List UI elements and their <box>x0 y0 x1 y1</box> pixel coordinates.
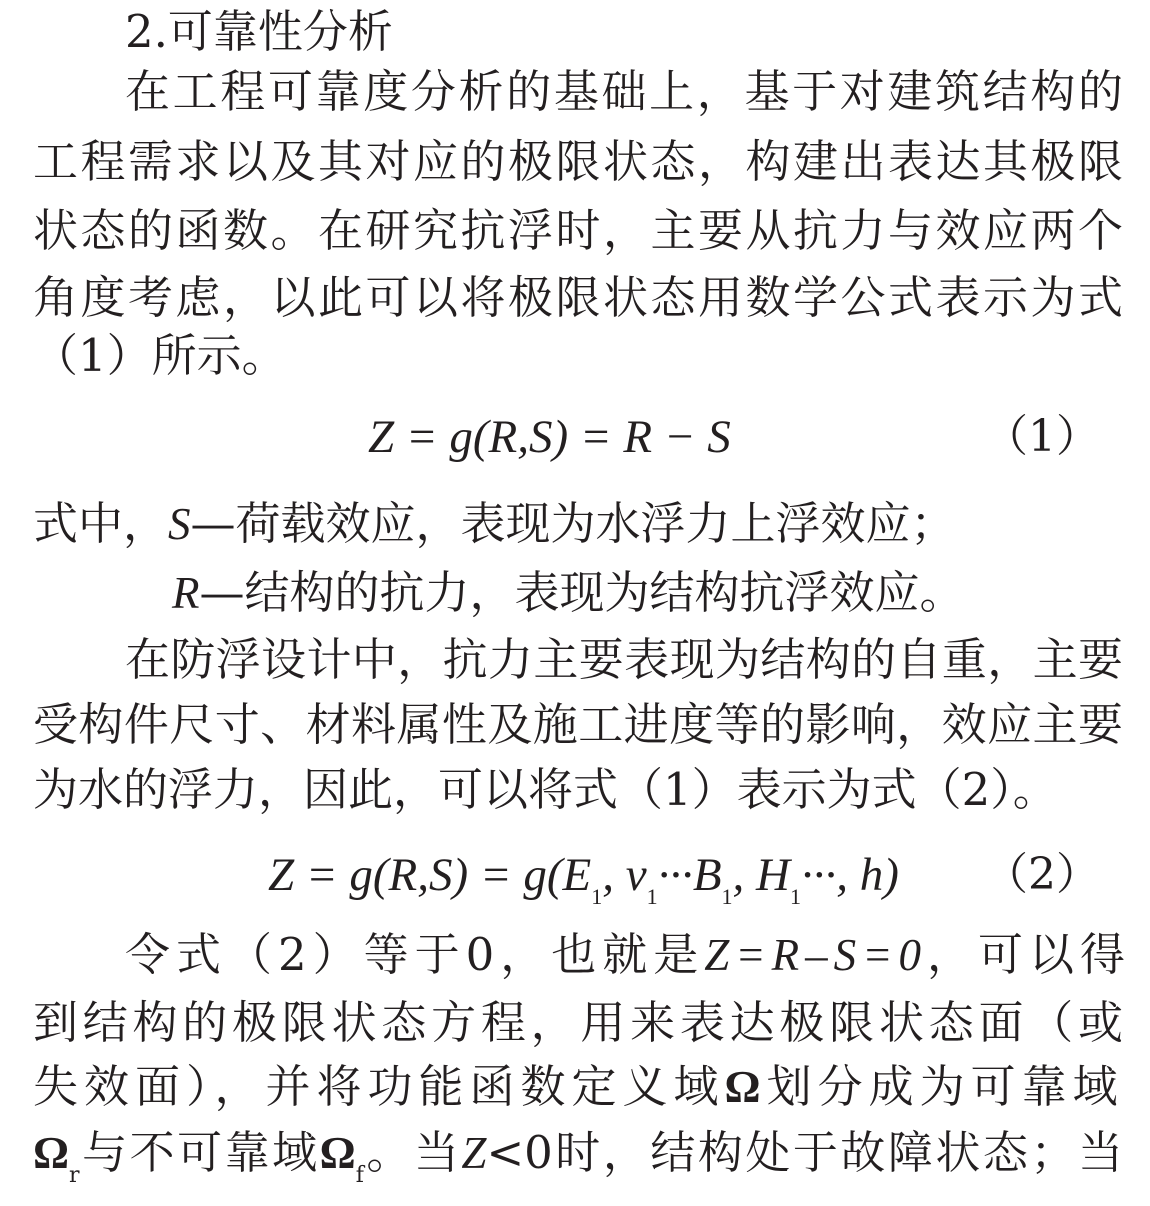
subscript: f <box>355 1163 364 1188</box>
paragraph-line: 受构件尺寸、材料属性及施工进度等的影响，效应主要 <box>33 698 1123 751</box>
subscript: 1 <box>646 884 658 909</box>
symbol-z: Z <box>461 1128 487 1178</box>
inline-formula: Z=R–S=0 <box>704 930 928 980</box>
definition-r <box>172 563 1072 623</box>
paragraph-line: 到结构的极限状态方程，用来表达极限状态面（或 <box>33 996 1123 1049</box>
equation-2-body <box>268 840 899 932</box>
symbol-r: R <box>172 568 200 618</box>
text: <0时，结构处于故障状态；当 <box>486 1126 1123 1179</box>
definition-r-text: —结构的抗力，表现为结构抗浮效应。 <box>199 566 965 619</box>
definition-s <box>33 494 1123 554</box>
equation-2-e: E <box>562 849 592 901</box>
section-heading: 2.可靠性分析 <box>125 5 393 58</box>
text: 失效面），并将功能函数定义域 <box>33 1060 725 1113</box>
equation-1-body: Z = g(R,S) = R − S <box>368 411 731 463</box>
paragraph-line: 在工程可靠度分析的基础上，基于对建筑结构的 <box>125 65 1123 118</box>
omega-symbol: Ω <box>724 1062 767 1112</box>
equation-2 <box>0 840 1150 910</box>
equation-2-b: ···B <box>657 849 722 901</box>
paragraph-line: （1）所示。 <box>33 329 287 382</box>
paragraph-line: 角度考虑，以此可以将极限状态用数学公式表示为式 <box>33 271 1123 324</box>
subscript: r <box>69 1163 80 1188</box>
paragraph-line <box>33 1123 1123 1206</box>
paragraph-line: 状态的函数。在研究抗浮时，主要从抗力与效应两个 <box>33 204 1123 257</box>
paragraph-line: 工程需求以及其对应的极限状态，构建出表达其极限 <box>33 135 1123 188</box>
omega-symbol: Ω <box>319 1128 356 1178</box>
paragraph-line: 为水的浮力，因此，可以将式（1）表示为式（2）。 <box>33 763 1058 816</box>
equation-2-h: , H <box>732 849 790 901</box>
omega-symbol: Ω <box>33 1128 70 1178</box>
text: 与不可靠域 <box>79 1126 320 1179</box>
paragraph-line: 在防浮设计中，抗力主要表现为结构的自重，主要 <box>125 633 1123 686</box>
equation-2-number: （2） <box>984 849 1100 900</box>
text: 划分成为可靠域 <box>766 1060 1124 1113</box>
definition-intro: 式中， <box>33 497 169 550</box>
symbol-s: S <box>168 499 191 549</box>
text: 。当 <box>363 1126 462 1179</box>
paragraph-line <box>33 1057 1123 1117</box>
equation-2-lhs: Z = g(R,S) = g( <box>268 849 563 901</box>
equation-2-v: , v <box>602 849 647 901</box>
text: 令式（2）等于0，也就是 <box>125 928 705 981</box>
paragraph-line <box>33 925 1132 985</box>
subscript: 1 <box>591 884 603 909</box>
definition-s-text: —荷载效应，表现为水浮力上浮效应； <box>190 497 956 550</box>
text: ，可以得 <box>927 928 1132 981</box>
equation-1 <box>0 402 1150 472</box>
subscript: 1 <box>790 884 801 909</box>
equation-1-number: （1） <box>984 411 1100 462</box>
subscript: 1 <box>721 884 733 909</box>
equation-2-tail: ···, h) <box>801 849 899 901</box>
